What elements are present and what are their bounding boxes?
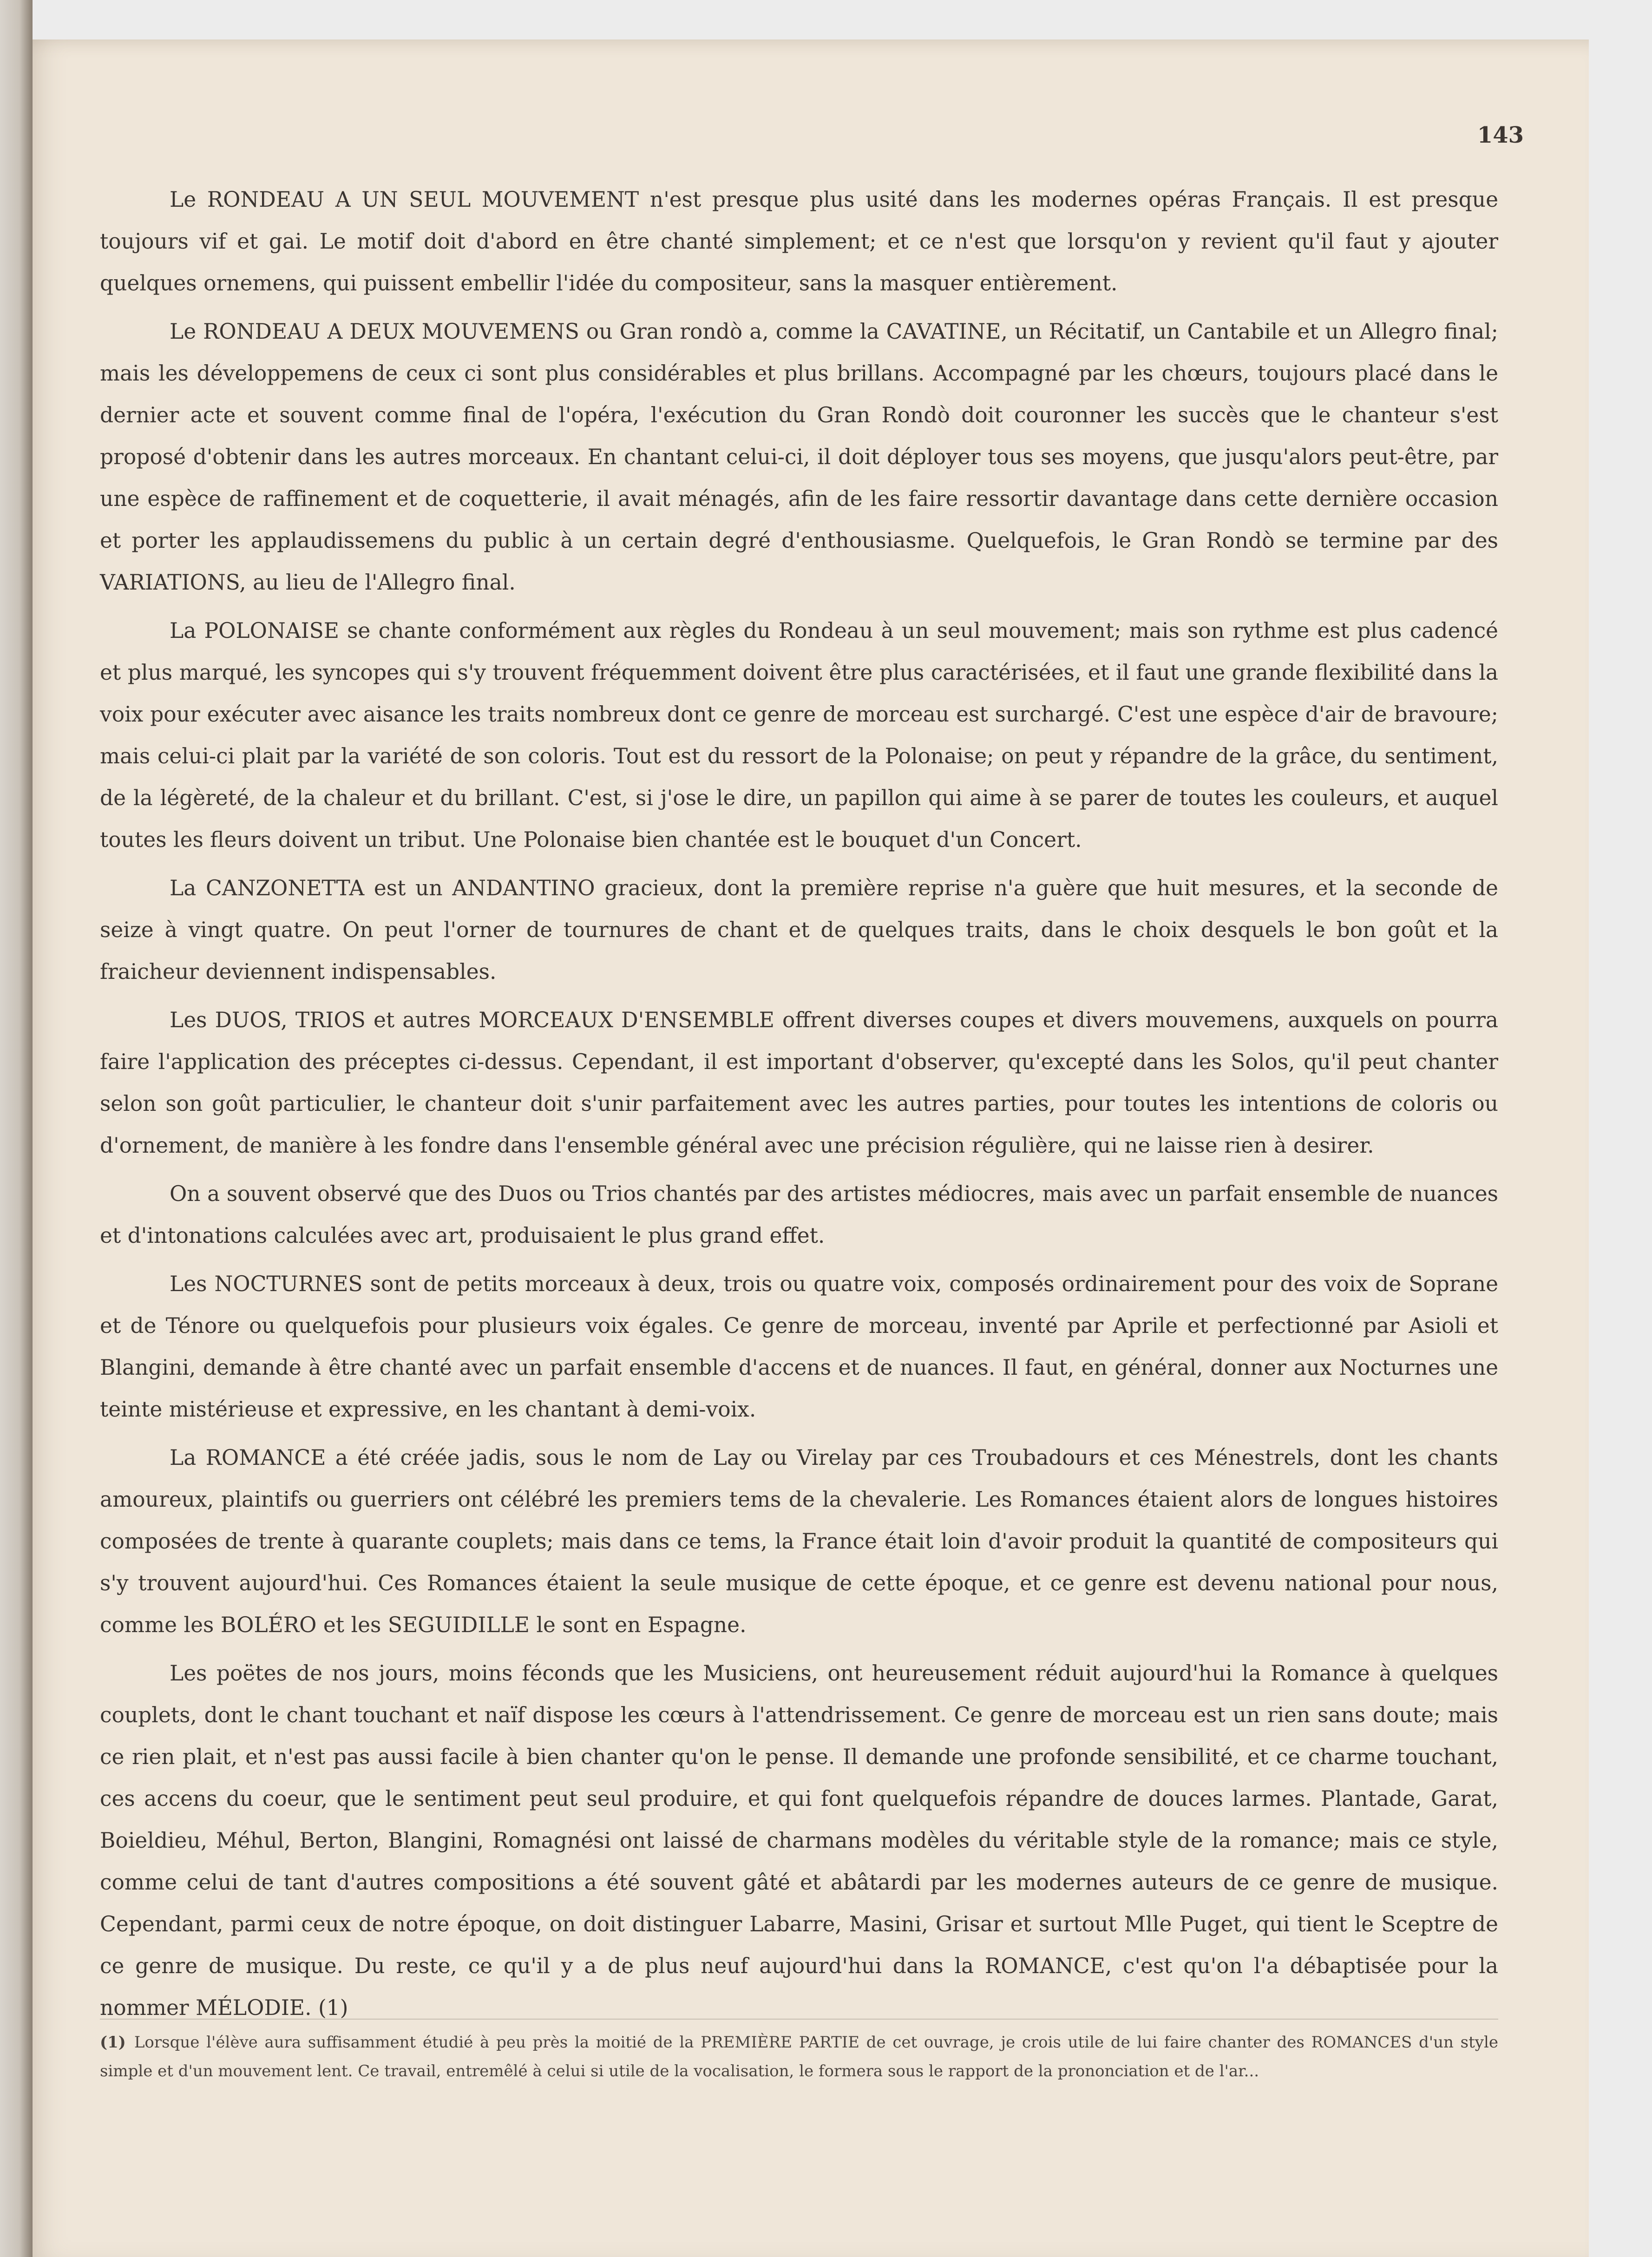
footnote <box>100 2028 1498 2086</box>
paragraph-romance: La ROMANCE a été créée jadis, sous le nom de Lay ou Virelay par ces Troubadours et ces Ménestrels, dont les chants amoureux, plaintifs ou guerriers ont célébré les premiers tems de la chevalerie. Les Romances étaient alors de longues histoires composées de trente à quarante couplets; mais dans ce tems, la France était loin d'avoir produit la quantité de compositeurs qui s'y trouvent aujourd'hui. Ces Romances étaient la seule musique de cette époque, et ce genre est devenu national pour nous, comme les BOLÉRO et les SEGUIDILLE le sont en Espagne. <box>100 1445 1498 1637</box>
page-number: 143 <box>1477 122 1524 148</box>
paragraph-duos-trios: Les DUOS, TRIOS et autres MORCEAUX D'ENSEMBLE offrent diverses coupes et divers mouvemens, auxquels on pourra faire l'application des préceptes ci-dessus. Cependant, il est important d'observer, qu'excepté dans les Solos, qu'il peut chanter selon son goût particulier, le chanteur doit s'unir parfaitement avec les autres parties, pour toutes les intentions de coloris ou d'ornement, de manière à les fondre dans l'ensemble général avec une précision régulière, qui ne laisse rien à desirer. <box>100 1008 1498 1158</box>
paragraph-rondeau-un-mouvement: Le RONDEAU A UN SEUL MOUVEMENT n'est presque plus usité dans les modernes opéras Français. Il est presque toujours vif et gai. Le motif doit d'abord en être chanté simplement; et ce n'est que lorsqu'on y revient qu'il faut y ajouter quelques ornemens, qui puissent embellir l'idée du compositeur, sans la masquer entièrement. <box>100 187 1498 295</box>
scan-edge <box>0 0 33 2257</box>
footnote-mark: (1) <box>100 2033 126 2052</box>
paragraph-rondeau-deux-mouvemens: Le RONDEAU A DEUX MOUVEMENS ou Gran rondò a, comme la CAVATINE, un Récitatif, un Cantabile et un Allegro final; mais les développemens de ceux ci sont plus considérables et plus brillans. Accompagné par les chœurs, toujours placé dans le dernier acte et souvent comme final de l'opéra, l'exécution du Gran Rondò doit couronner les succès que le chanteur s'est proposé d'obtenir dans les autres morceaux. En chantant celui-ci, il doit déployer tous ses moyens, que jusqu'alors peut-être, par une espèce de raffinement et de coquetterie, il avait ménagés, afin de les faire ressortir davantage dans cette dernière occasion et porter les applaudissemens du public à un certain degré d'enthousiasme. Quelquefois, le Gran Rondò se termine par des VARIATIONS, au lieu de l'Allegro final. <box>100 319 1498 595</box>
page-body <box>100 179 1498 2035</box>
book-page <box>33 39 1589 2257</box>
paragraph-polonaise: La POLONAISE se chante conformément aux règles du Rondeau à un seul mouvement; mais son rythme est plus cadencé et plus marqué, les syncopes qui s'y trouvent fréquemment doivent être plus caractérisées, et il faut une grande flexibilité dans la voix pour exécuter avec aisance les traits nombreux dont ce genre de morceau est surchargé. C'est une espèce d'air de bravoure; mais celui-ci plait par la variété de son coloris. Tout est du ressort de la Polonaise; on peut y répandre de la grâce, du sentiment, de la légèreté, de la chaleur et du brillant. C'est, si j'ose le dire, un papillon qui aime à se parer de toutes les couleurs, et auquel toutes les fleurs doivent un tribut. Une Polonaise bien chantée est le bouquet d'un Concert. <box>100 618 1498 852</box>
paragraph-canzonetta: La CANZONETTA est un ANDANTINO gracieux, dont la première reprise n'a guère que huit mesures, et la seconde de seize à vingt quatre. On peut l'orner de tournures de chant et de quelques traits, dans le choix desquels le bon goût et la fraicheur deviennent indispensables. <box>100 876 1498 984</box>
paragraph-nocturnes: Les NOCTURNES sont de petits morceaux à deux, trois ou quatre voix, composés ordinairement pour des voix de Soprane et de Ténore ou quelquefois pour plusieurs voix égales. Ce genre de morceau, inventé par Aprile et perfectionné par Asioli et Blangini, demande à être chanté avec un parfait ensemble d'accens et de nuances. Il faut, en général, donner aux Nocturnes une teinte mistérieuse et expressive, en les chantant à demi-voix. <box>100 1272 1498 1422</box>
footnote-text: Lorsque l'élève aura suffisamment étudié à peu près la moitié de la PREMIÈRE PARTIE de cet ouvrage, je crois utile de lui faire chanter des ROMANCES d'un style simple et d'un mouvement lent. Ce travail, entremêlé à celui si utile de la vocalisation, le formera sous le rapport de la prononciation et de l'ar... <box>100 2033 1498 2080</box>
paragraph-romance-poetes: Les poëtes de nos jours, moins féconds que les Musiciens, ont heureusement réduit aujourd'hui la Romance à quelques couplets, dont le chant touchant et naïf dispose les cœurs à l'attendrissement. Ce genre de morceau est un rien sans doute; mais ce rien plait, et n'est pas aussi facile à bien chanter qu'on le pense. Il demande une profonde sensibilité, et ce charme touchant, ces accens du coeur, que le sentiment peut seul produire, et qui font quelquefois répandre de douces larmes. Plantade, Garat, Boieldieu, Méhul, Berton, Blangini, Romagnési ont laissé de charmans modèles du véritable style de la romance; mais ce style, comme celui de tant d'autres compositions a été souvent gâté et abâtardi par les modernes auteurs de ce genre de musique. Cependant, parmi ceux de notre époque, on doit distinguer Labarre, Masini, Grisar et surtout Mlle Puget, qui tient le Sceptre de ce genre de musique. Du reste, ce qu'il y a de plus neuf aujourd'hui dans la ROMANCE, c'est qu'on l'a débaptisée pour la nommer MÉLODIE. (1) <box>100 1661 1498 2020</box>
paragraph-duos-observation: On a souvent observé que des Duos ou Trios chantés par des artistes médiocres, mais avec un parfait ensemble de nuances et d'intonations calculées avec art, produisaient le plus grand effet. <box>100 1181 1498 1248</box>
footnote-divider <box>100 2019 1498 2020</box>
